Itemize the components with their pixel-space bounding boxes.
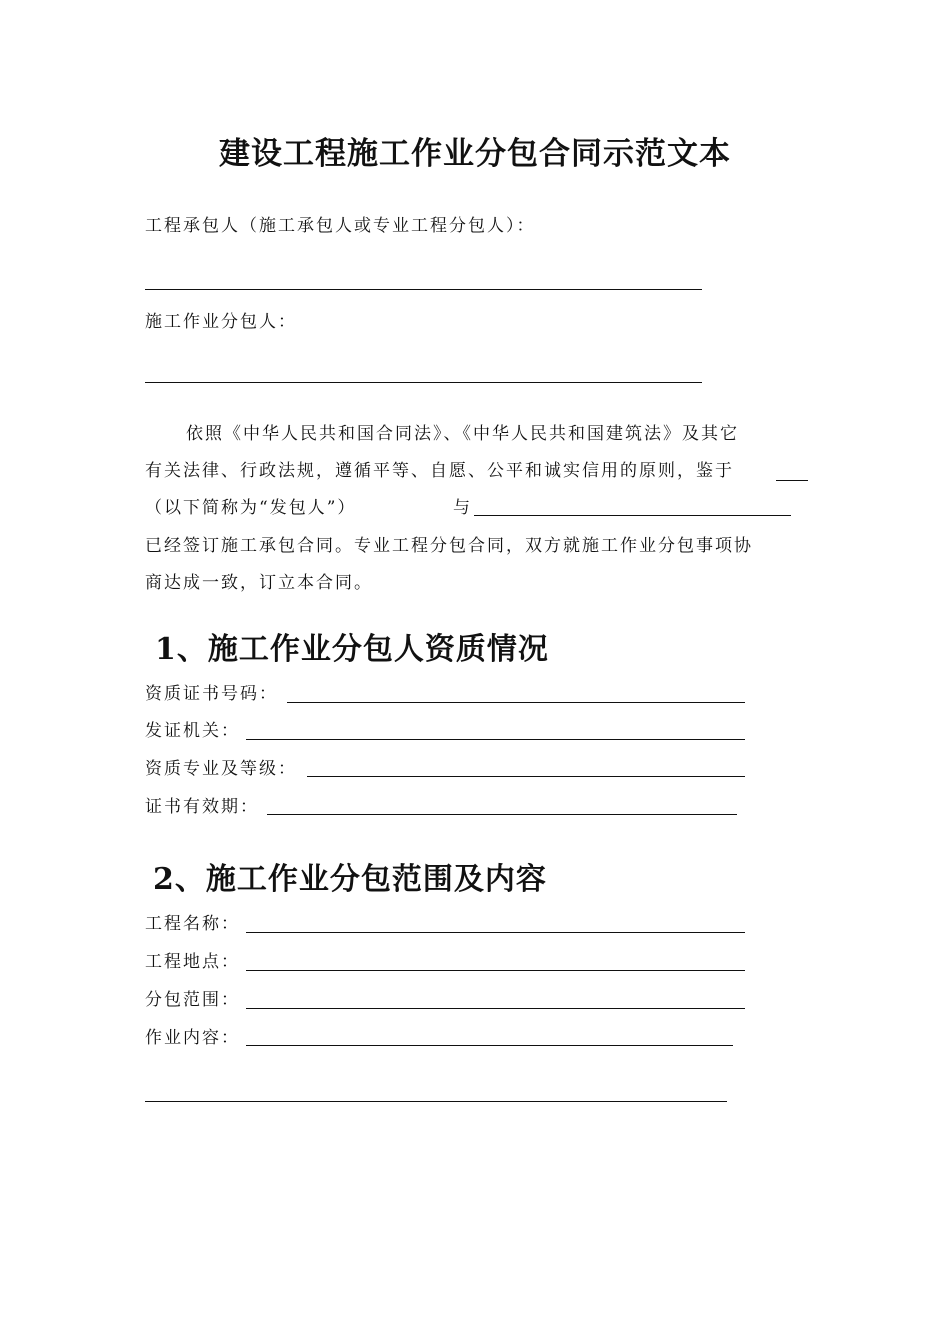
preamble-line-5: 商达成一致，订立本合同。	[145, 573, 373, 593]
cert-validity-label: 证书有效期：	[145, 797, 259, 817]
project-location-blank-line[interactable]	[246, 970, 745, 971]
preamble-line-4: 已经签订施工承包合同。专业工程分包合同，双方就施工作业分包事项协	[145, 536, 753, 556]
issuing-authority-blank-line[interactable]	[246, 739, 745, 740]
employer-blank-line[interactable]	[776, 480, 808, 481]
section-2-heading: 2、施工作业分包范围及内容	[153, 862, 547, 897]
cert-validity-blank-line[interactable]	[267, 814, 737, 815]
subcontract-scope-blank-line[interactable]	[246, 1008, 745, 1009]
party-a-blank-line[interactable]	[145, 289, 702, 290]
section-1-heading: 1、施工作业分包人资质情况	[155, 632, 549, 667]
party-a-label: 工程承包人（施工承包人或专业工程分包人）：	[145, 216, 536, 236]
cert-number-label: 资质证书号码：	[145, 684, 278, 704]
work-content-continuation-line[interactable]	[145, 1101, 727, 1102]
project-name-label: 工程名称：	[145, 914, 240, 934]
cert-number-blank-line[interactable]	[287, 702, 745, 703]
preamble-line-3-left: （以下简称为“发包人”）	[145, 498, 357, 518]
subcontract-scope-label: 分包范围：	[145, 990, 240, 1010]
issuing-authority-label: 发证机关：	[145, 721, 240, 741]
document-title: 建设工程施工作业分包合同示范文本	[219, 136, 731, 172]
qualification-grade-label: 资质专业及等级：	[145, 759, 297, 779]
project-name-blank-line[interactable]	[246, 932, 745, 933]
work-content-blank-line[interactable]	[246, 1045, 733, 1046]
qualification-grade-blank-line[interactable]	[307, 776, 745, 777]
preamble-line-2: 有关法律、行政法规，遵循平等、自愿、公平和诚实信用的原则，鉴于	[145, 461, 734, 481]
project-location-label: 工程地点：	[145, 952, 240, 972]
party-b-label: 施工作业分包人：	[145, 312, 297, 332]
contractor-blank-line[interactable]	[474, 515, 791, 516]
work-content-label: 作业内容：	[145, 1028, 240, 1048]
preamble-line-3-with: 与	[453, 498, 472, 518]
preamble-line-1: 依照《中华人民共和国合同法》、《中华人民共和国建筑法》及其它	[186, 424, 739, 444]
party-b-blank-line[interactable]	[145, 382, 702, 383]
